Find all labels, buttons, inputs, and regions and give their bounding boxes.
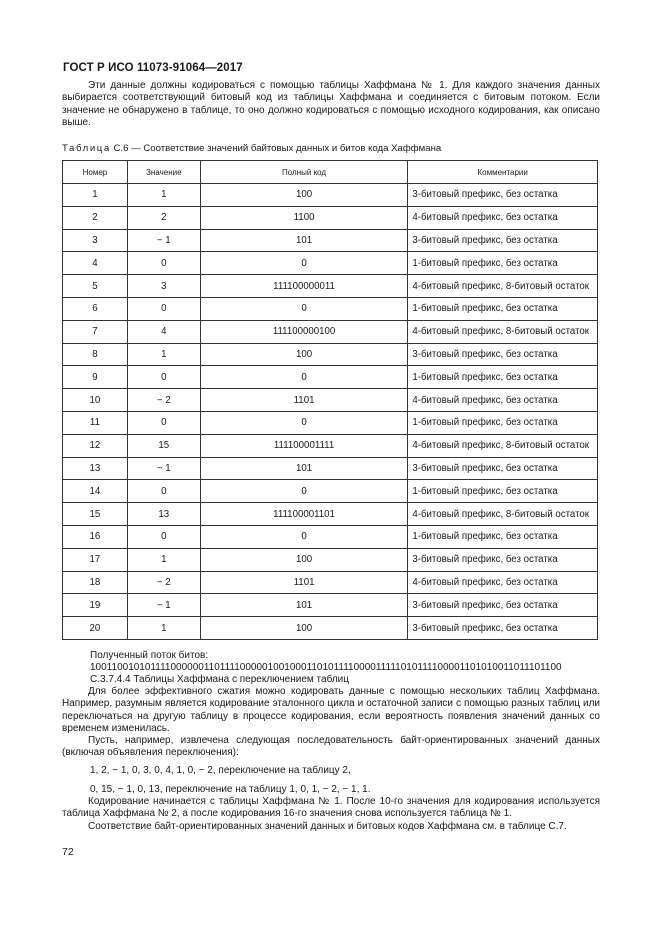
cell-number: 1 xyxy=(63,184,128,207)
cell-full-code: 0 xyxy=(200,366,408,389)
cell-full-code: 100 xyxy=(200,184,408,207)
cell-full-code: 100 xyxy=(200,548,408,571)
table-row xyxy=(63,275,598,298)
bitstream-label: Полученный поток битов: xyxy=(90,650,209,661)
cell-value: − 2 xyxy=(127,389,200,412)
cell-comment: 4-битовый префикс, без остатка xyxy=(408,206,598,229)
table-row xyxy=(63,525,598,548)
table-row xyxy=(63,548,598,571)
bitstream-value: 1001100101011110000001101111000001001000110101111000011111010111100001101010011011101100 xyxy=(90,662,562,673)
paragraph-table-reference: Соответствие байт-ориентированных значений данных и битовых кодов Хаффмана см. в таблице С.7. xyxy=(88,821,567,832)
table-caption xyxy=(62,143,441,154)
table-row xyxy=(63,457,598,480)
page-number: 72 xyxy=(62,846,74,858)
cell-full-code: 0 xyxy=(200,411,408,434)
cell-value: 2 xyxy=(127,206,200,229)
table-row xyxy=(63,320,598,343)
cell-value: 1 xyxy=(127,343,200,366)
cell-comment: 3-битовый префикс, без остатка xyxy=(408,229,598,252)
table-row xyxy=(63,411,598,434)
cell-value: 0 xyxy=(127,297,200,320)
sequence-line-1: 1, 2, − 1, 0, 3, 0, 4, 1, 0, − 2, переключение на таблицу 2, xyxy=(90,765,351,776)
cell-number: 17 xyxy=(63,548,128,571)
header-number: Номер xyxy=(63,161,128,184)
cell-value: 1 xyxy=(127,548,200,571)
cell-comment: 1-битовый префикс, без остатка xyxy=(408,525,598,548)
cell-full-code: 1101 xyxy=(200,571,408,594)
cell-value: 13 xyxy=(127,503,200,526)
cell-full-code: 111100001101 xyxy=(200,503,408,526)
cell-number: 8 xyxy=(63,343,128,366)
cell-value: 15 xyxy=(127,434,200,457)
document-header: ГОСТ Р ИСО 11073-91064—2017 xyxy=(63,62,243,74)
cell-comment: 3-битовый префикс, без остатка xyxy=(408,548,598,571)
cell-full-code: 0 xyxy=(200,525,408,548)
cell-value: 0 xyxy=(127,252,200,275)
cell-number: 4 xyxy=(63,252,128,275)
cell-number: 9 xyxy=(63,366,128,389)
intro-paragraph: Эти данные должны кодироваться с помощью таблицы Хаффмана № 1. Для каждого значения данных выбирается соответствующий битовый код из таблицы Хаффмана и соединяется с битовым потоком. Если значение не обнаружено в таблице, то оно должно кодироваться с помощью исходного кодирования, как описано выше. xyxy=(62,80,600,128)
cell-number: 7 xyxy=(63,320,128,343)
cell-number: 20 xyxy=(63,617,128,640)
cell-number: 18 xyxy=(63,571,128,594)
cell-value: − 1 xyxy=(127,594,200,617)
header-comments: Комментарии xyxy=(408,161,598,184)
header-full-code: Полный код xyxy=(200,161,408,184)
cell-number: 5 xyxy=(63,275,128,298)
cell-full-code: 100 xyxy=(200,617,408,640)
table-row xyxy=(63,206,598,229)
cell-value: 0 xyxy=(127,480,200,503)
table-row xyxy=(63,571,598,594)
cell-comment: 1-битовый префикс, без остатка xyxy=(408,297,598,320)
cell-value: − 2 xyxy=(127,571,200,594)
cell-value: − 1 xyxy=(127,457,200,480)
cell-comment: 3-битовый префикс, без остатка xyxy=(408,457,598,480)
cell-full-code: 0 xyxy=(200,252,408,275)
table-row xyxy=(63,184,598,207)
cell-full-code: 0 xyxy=(200,297,408,320)
cell-number: 15 xyxy=(63,503,128,526)
huffman-table xyxy=(62,160,598,640)
table-header-row xyxy=(63,161,598,184)
cell-comment: 1-битовый префикс, без остатка xyxy=(408,252,598,275)
table-row xyxy=(63,389,598,412)
table-row xyxy=(63,617,598,640)
sequence-line-2: 0, 15, − 1, 0, 13, переключение на таблицу 1, 0, 1, − 2, − 1, 1. xyxy=(90,784,371,795)
table-row xyxy=(63,229,598,252)
table-row xyxy=(63,480,598,503)
cell-comment: 4-битовый префикс, 8-битовый остаток xyxy=(408,503,598,526)
cell-comment: 4-битовый префикс, 8-битовый остаток xyxy=(408,320,598,343)
cell-comment: 3-битовый префикс, без остатка xyxy=(408,594,598,617)
cell-number: 3 xyxy=(63,229,128,252)
cell-value: 0 xyxy=(127,366,200,389)
cell-comment: 4-битовый префикс, без остатка xyxy=(408,389,598,412)
cell-value: 4 xyxy=(127,320,200,343)
cell-value: 1 xyxy=(127,617,200,640)
table-caption-text: С.6 — Соответствие значений байтовых данных и битов кода Хаффмана xyxy=(113,143,442,154)
cell-full-code: 100 xyxy=(200,343,408,366)
cell-comment: 1-битовый префикс, без остатка xyxy=(408,366,598,389)
table-row xyxy=(63,366,598,389)
cell-full-code: 101 xyxy=(200,594,408,617)
cell-value: − 1 xyxy=(127,229,200,252)
cell-comment: 4-битовый префикс, 8-битовый остаток xyxy=(408,275,598,298)
cell-full-code: 111100000100 xyxy=(200,320,408,343)
cell-full-code: 111100001111 xyxy=(200,434,408,457)
header-value: Значение xyxy=(127,161,200,184)
table-row xyxy=(63,434,598,457)
cell-number: 6 xyxy=(63,297,128,320)
cell-number: 10 xyxy=(63,389,128,412)
cell-value: 1 xyxy=(127,184,200,207)
cell-number: 14 xyxy=(63,480,128,503)
cell-comment: 3-битовый префикс, без остатка xyxy=(408,184,598,207)
cell-full-code: 101 xyxy=(200,229,408,252)
cell-value: 0 xyxy=(127,525,200,548)
cell-comment: 3-битовый префикс, без остатка xyxy=(408,617,598,640)
cell-number: 12 xyxy=(63,434,128,457)
table-row xyxy=(63,594,598,617)
paragraph-sequence-intro: Пусть, например, извлечена следующая последовательность байт-ориентированных значений данных (включая объявления переключения): xyxy=(62,735,600,759)
table-row xyxy=(63,343,598,366)
paragraph-multiple-tables: Для более эффективного сжатия можно кодировать данные с помощью нескольких таблиц Хаффмана. Например, разумным является кодирование эталонного цикла и остаточной записи с помощью разных таблиц или переключаться на другую таблицу в процессе кодирования, если вероятность появления значений данных со временем изменилась. xyxy=(62,686,600,734)
cell-value: 0 xyxy=(127,411,200,434)
cell-number: 2 xyxy=(63,206,128,229)
cell-comment: 4-битовый префикс, без остатка xyxy=(408,571,598,594)
table-row xyxy=(63,297,598,320)
cell-number: 11 xyxy=(63,411,128,434)
section-title: С.3.7.4.4 Таблицы Хаффмана с переключением таблиц xyxy=(90,674,349,685)
paragraph-encoding-start: Кодирование начинается с таблицы Хаффмана № 1. После 10-го значения для кодирования используется таблица Хаффмана № 2, а после кодирования 16-го значения снова используется таблица № 1. xyxy=(62,796,600,820)
cell-comment: 1-битовый префикс, без остатка xyxy=(408,480,598,503)
cell-comment: 1-битовый префикс, без остатка xyxy=(408,411,598,434)
cell-number: 16 xyxy=(63,525,128,548)
cell-number: 19 xyxy=(63,594,128,617)
cell-comment: 4-битовый префикс, 8-битовый остаток xyxy=(408,434,598,457)
table-row xyxy=(63,252,598,275)
cell-full-code: 1100 xyxy=(200,206,408,229)
table-caption-label: Таблица xyxy=(62,143,111,154)
cell-full-code: 1101 xyxy=(200,389,408,412)
cell-full-code: 111100000011 xyxy=(200,275,408,298)
cell-number: 13 xyxy=(63,457,128,480)
cell-full-code: 0 xyxy=(200,480,408,503)
table-row xyxy=(63,503,598,526)
cell-value: 3 xyxy=(127,275,200,298)
cell-full-code: 101 xyxy=(200,457,408,480)
cell-comment: 3-битовый префикс, без остатка xyxy=(408,343,598,366)
